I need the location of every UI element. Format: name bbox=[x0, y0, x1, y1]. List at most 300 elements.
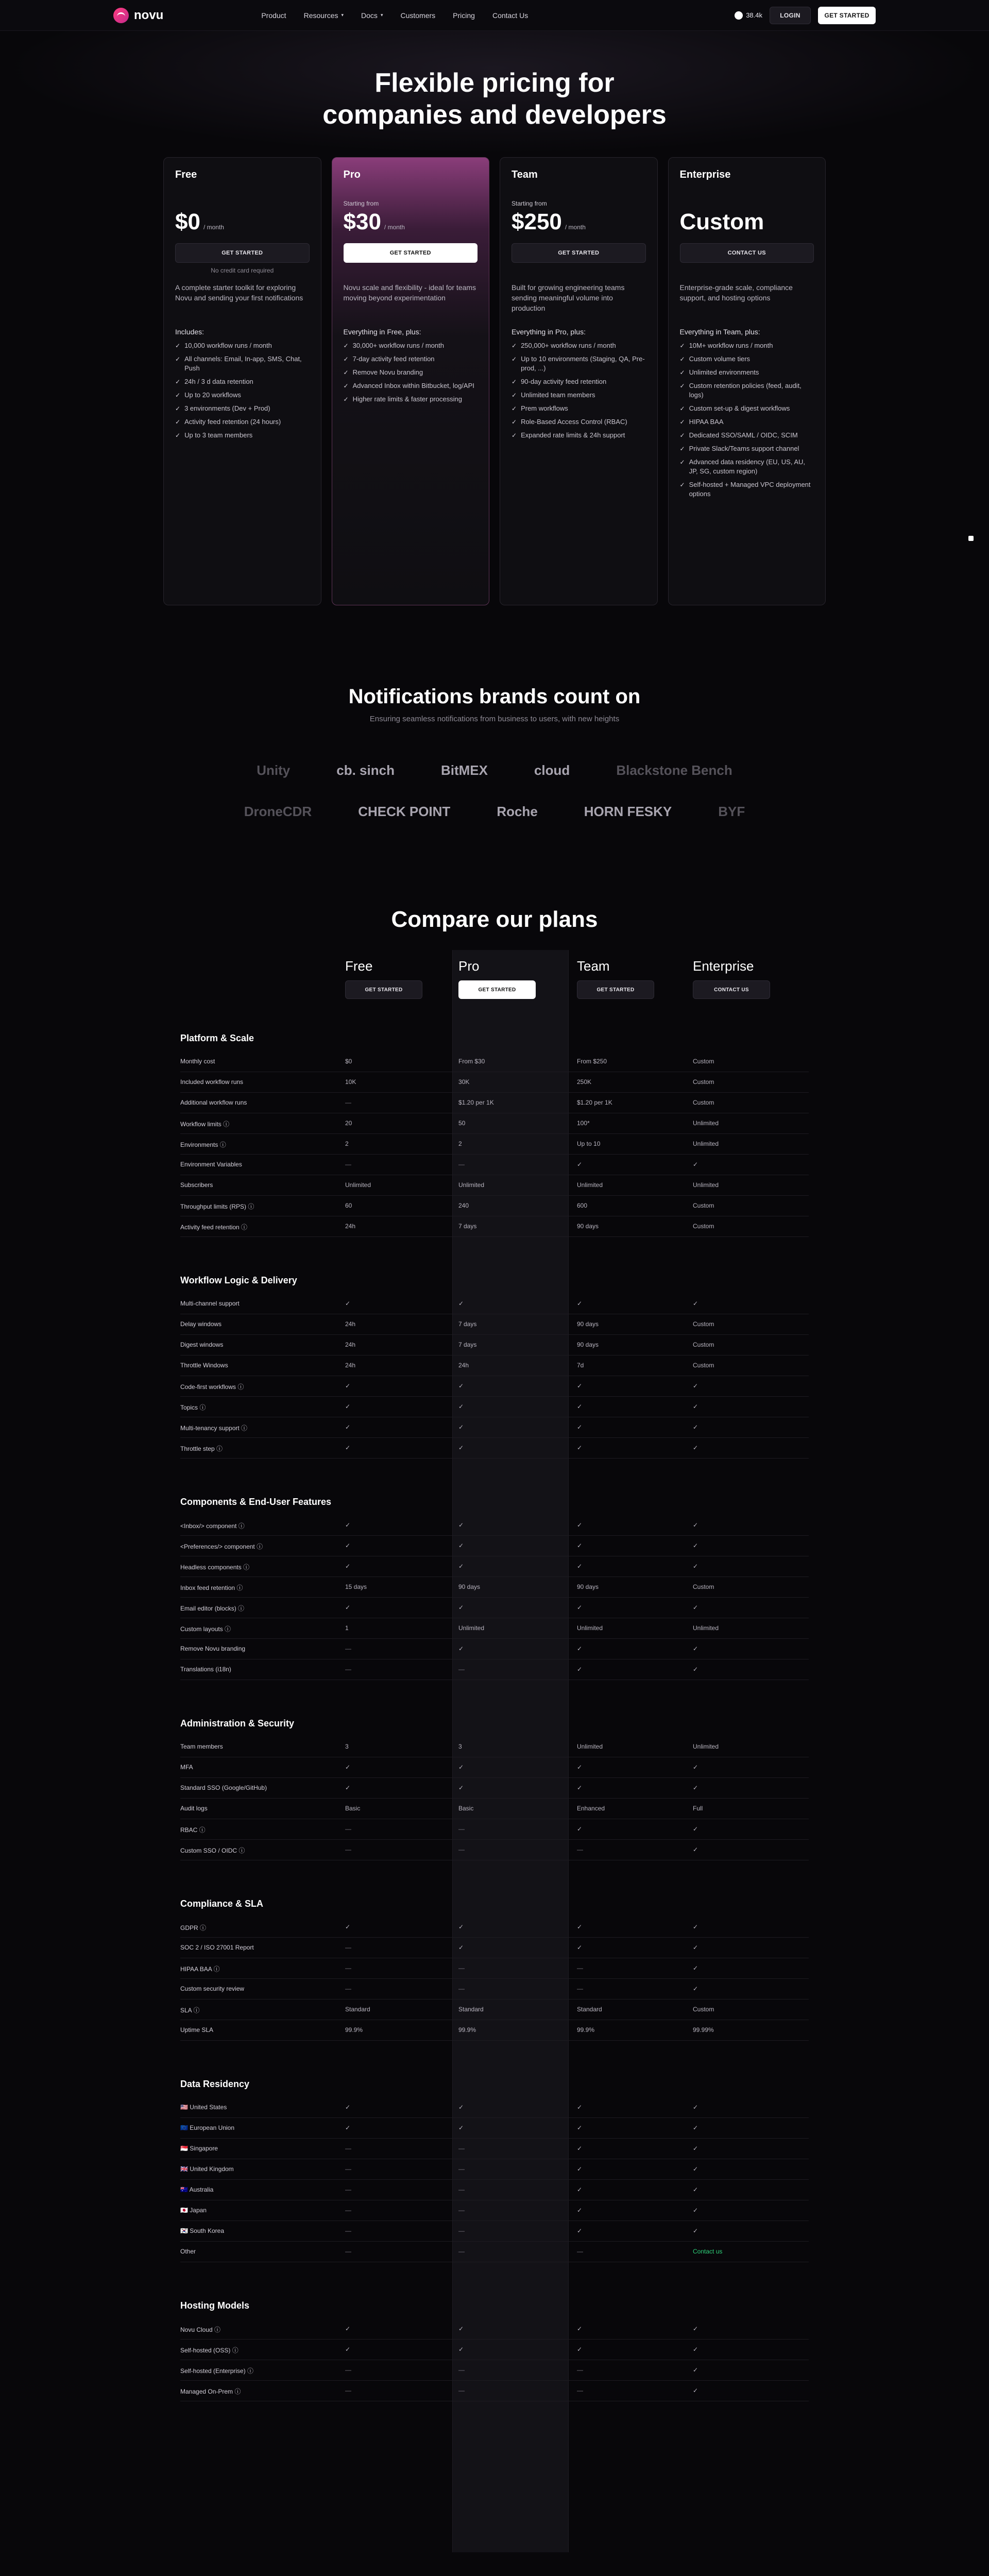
compare-row-label: Throttle Windows bbox=[180, 1362, 228, 1369]
compare-cell: ✓ bbox=[345, 1382, 351, 1389]
compare-row bbox=[180, 2139, 809, 2159]
plan-feature bbox=[680, 417, 814, 427]
compare-cell: ✓ bbox=[458, 1645, 464, 1652]
github-stars-link[interactable] bbox=[735, 11, 762, 20]
compare-row-label: 🇬🇧 United Kingdom bbox=[180, 2165, 234, 2173]
compare-row bbox=[180, 1639, 809, 1659]
check-icon: ✓ bbox=[511, 378, 517, 385]
compare-row bbox=[180, 1515, 809, 1536]
compare-cell: ✓ bbox=[577, 2145, 583, 2152]
compare-cell: ✓ bbox=[345, 2346, 351, 2353]
compare-row-label: MFA bbox=[180, 1764, 193, 1771]
compare-cell: — bbox=[458, 1161, 465, 1168]
brand-logos-row bbox=[0, 804, 989, 820]
compare-row bbox=[180, 1757, 809, 1778]
compare-cell: ✓ bbox=[693, 1784, 698, 1791]
compare-cell: ✓ bbox=[693, 1423, 698, 1431]
compare-plan-cta[interactable]: GET STARTED bbox=[577, 980, 654, 999]
compare-cell: ✓ bbox=[693, 1444, 698, 1451]
compare-cell: Enhanced bbox=[577, 1805, 605, 1812]
check-icon: ✓ bbox=[679, 418, 685, 426]
compare-cell: — bbox=[345, 1944, 351, 1951]
compare-cell: 7 days bbox=[458, 1320, 477, 1328]
compare-cell: Unlimited bbox=[693, 1743, 719, 1750]
compare-section-title: Data Residency bbox=[180, 2079, 250, 2089]
compare-row-label: Monthly cost bbox=[180, 1058, 215, 1065]
compare-row bbox=[180, 2319, 809, 2340]
plan-card-enterprise bbox=[668, 157, 826, 605]
brand-logo: Unity bbox=[257, 762, 291, 778]
compare-cell: ✓ bbox=[577, 1521, 583, 1529]
plan-card-pro bbox=[332, 157, 490, 605]
compare-cell: Unlimited bbox=[693, 1120, 719, 1127]
compare-plan-team bbox=[577, 958, 690, 999]
compare-cell: — bbox=[345, 1964, 351, 1972]
compare-plan-cta[interactable]: CONTACT US bbox=[693, 980, 770, 999]
compare-cell: ✓ bbox=[577, 2227, 583, 2234]
compare-row bbox=[180, 1737, 809, 1757]
compare-row bbox=[180, 1113, 809, 1134]
compare-cell: — bbox=[458, 1964, 465, 1972]
compare-cell: 250K bbox=[577, 1078, 592, 1086]
compare-row-label: Standard SSO (Google/GitHub) bbox=[180, 1784, 267, 1791]
compare-row-label: Delay windows bbox=[180, 1320, 222, 1328]
compare-cell: ✓ bbox=[577, 1825, 583, 1833]
compare-row bbox=[180, 2118, 809, 2139]
nav-link-contact[interactable]: Contact Us bbox=[492, 11, 528, 20]
compare-cell: 3 bbox=[345, 1743, 349, 1750]
compare-cell: 600 bbox=[577, 1202, 588, 1209]
pricing-cards bbox=[163, 157, 826, 605]
compare-cell: Unlimited bbox=[693, 1181, 719, 1189]
plan-cta-button[interactable]: GET STARTED bbox=[511, 243, 646, 263]
compare-cell: — bbox=[577, 2248, 583, 2255]
compare-cell: 24h bbox=[345, 1362, 356, 1369]
compare-cell: ✓ bbox=[693, 2186, 698, 2193]
plan-name: Pro bbox=[343, 169, 361, 180]
compare-row bbox=[180, 1917, 809, 1938]
compare-section-title: Administration & Security bbox=[180, 1718, 295, 1728]
plan-price-value: $250 bbox=[511, 209, 562, 234]
compare-row-label: Self-hosted (OSS) ⓘ bbox=[180, 2347, 238, 2354]
compare-cell: ✓ bbox=[577, 1423, 583, 1431]
compare-row bbox=[180, 2221, 809, 2242]
compare-cell: — bbox=[458, 1985, 465, 1992]
plan-includes-heading: Includes: bbox=[175, 328, 204, 336]
compare-cell: ✓ bbox=[693, 2124, 698, 2131]
compare-cell: ✓ bbox=[577, 1604, 583, 1611]
plan-cta-button[interactable]: GET STARTED bbox=[344, 243, 478, 263]
compare-row bbox=[180, 1376, 809, 1397]
compare-cell: Custom bbox=[693, 2006, 714, 2013]
plan-feature bbox=[680, 444, 814, 453]
check-icon: ✓ bbox=[679, 445, 685, 452]
compare-row bbox=[180, 1314, 809, 1335]
compare-row-label: Throttle step ⓘ bbox=[180, 1445, 223, 1452]
check-icon: ✓ bbox=[679, 481, 685, 488]
brands-title: Notifications brands count on bbox=[348, 685, 641, 708]
compare-cell: 7d bbox=[577, 1362, 584, 1369]
compare-cell: ✓ bbox=[458, 1563, 464, 1570]
compare-cell: 15 days bbox=[345, 1583, 367, 1590]
github-icon bbox=[735, 11, 743, 20]
plan-feature-text: Dedicated SSO/SAML / OIDC, SCIM bbox=[689, 431, 798, 439]
compare-cell: ✓ bbox=[577, 1645, 583, 1652]
plan-price-period: / month bbox=[384, 224, 405, 231]
plan-feature-text: Custom volume tiers bbox=[689, 355, 751, 363]
compare-cell: ✓ bbox=[693, 1825, 698, 1833]
check-icon: ✓ bbox=[343, 342, 349, 349]
compare-cell: ✓ bbox=[693, 1923, 698, 1930]
nav-link-pricing[interactable]: Pricing bbox=[453, 11, 475, 20]
plan-feature bbox=[344, 381, 478, 391]
compare-row bbox=[180, 1438, 809, 1459]
compare-row-label: SOC 2 / ISO 27001 Report bbox=[180, 1944, 254, 1951]
plan-feature-text: Up to 20 workflows bbox=[184, 391, 241, 399]
brand-logo: cloud bbox=[534, 762, 570, 778]
compare-cell: — bbox=[458, 2145, 465, 2152]
plan-feature bbox=[511, 417, 646, 427]
brands-subtitle: Ensuring seamless notifications from business to users, with new heights bbox=[369, 715, 620, 723]
compare-row bbox=[180, 1819, 809, 1840]
compare-row-label: HIPAA BAA ⓘ bbox=[180, 1965, 220, 1973]
compare-cell: Unlimited bbox=[458, 1624, 485, 1632]
compare-cell: ✓ bbox=[458, 1784, 464, 1791]
compare-row bbox=[180, 1134, 809, 1155]
compare-cell: — bbox=[345, 1099, 351, 1106]
plan-feature-text: Expanded rate limits & 24h support bbox=[521, 431, 625, 439]
compare-cell: ✓ bbox=[693, 2387, 698, 2394]
side-indicator[interactable] bbox=[968, 536, 974, 541]
compare-cell: $0 bbox=[345, 1058, 352, 1065]
compare-row bbox=[180, 1175, 809, 1196]
compare-row-label: Included workflow runs bbox=[180, 1078, 244, 1086]
plan-feature-text: 3 environments (Dev + Prod) bbox=[184, 404, 270, 412]
compare-cell: Unlimited bbox=[577, 1181, 603, 1189]
plan-feature-text: 250,000+ workflow runs / month bbox=[521, 342, 616, 349]
check-icon: ✓ bbox=[343, 355, 349, 363]
compare-plan-name: Enterprise bbox=[693, 958, 754, 974]
plan-description: A complete starter toolkit for exploring Novu and sending your first notifications bbox=[175, 283, 303, 302]
compare-cell: ✓ bbox=[577, 1382, 583, 1389]
compare-cell: ✓ bbox=[693, 1382, 698, 1389]
plan-feature bbox=[511, 431, 646, 440]
compare-cell: ✓ bbox=[693, 1542, 698, 1549]
plan-includes-heading: Everything in Free, plus: bbox=[343, 328, 421, 336]
compare-cell: — bbox=[345, 2145, 351, 2152]
compare-row-label: Custom SSO / OIDC ⓘ bbox=[180, 1847, 245, 1854]
compare-row bbox=[180, 1417, 809, 1438]
compare-cell: 90 days bbox=[577, 1320, 599, 1328]
compare-row-label: Custom security review bbox=[180, 1985, 245, 1992]
plan-feature-text: Higher rate limits & faster processing bbox=[352, 395, 462, 403]
plan-feature-list bbox=[511, 341, 646, 440]
compare-cell: ✓ bbox=[345, 2104, 351, 2111]
nav-link-product[interactable]: Product bbox=[261, 11, 286, 20]
plan-feature bbox=[680, 341, 814, 350]
plan-feature-text: 90-day activity feed retention bbox=[521, 378, 607, 385]
check-icon: ✓ bbox=[175, 392, 181, 399]
compare-cell: 60 bbox=[345, 1202, 352, 1209]
login-button[interactable]: LOGIN bbox=[770, 7, 811, 24]
plan-price bbox=[175, 209, 310, 235]
compare-row-label: Additional workflow runs bbox=[180, 1099, 247, 1106]
compare-row bbox=[180, 1659, 809, 1680]
plan-feature-text: Custom retention policies (feed, audit, logs) bbox=[689, 382, 802, 399]
compare-row-label: Self-hosted (Enterprise) ⓘ bbox=[180, 2367, 254, 2375]
compare-cell: — bbox=[345, 2165, 351, 2173]
compare-cell: — bbox=[458, 1846, 465, 1853]
compare-cell: ✓ bbox=[458, 1444, 464, 1451]
compare-cell: — bbox=[577, 1964, 583, 1972]
plan-feature bbox=[511, 354, 646, 373]
compare-cell: ✓ bbox=[345, 1784, 351, 1791]
compare-row bbox=[180, 2159, 809, 2180]
check-icon: ✓ bbox=[511, 392, 517, 399]
compare-row-label: 🇰🇷 South Korea bbox=[180, 2227, 224, 2234]
nav-link-resources[interactable]: Resources ▾ bbox=[303, 11, 344, 20]
compare-cell: ✓ bbox=[577, 2124, 583, 2131]
plan-price-period: / month bbox=[203, 224, 224, 231]
plan-price-value: $30 bbox=[343, 209, 381, 234]
compare-row bbox=[180, 1294, 809, 1314]
plan-card-free bbox=[163, 157, 321, 605]
check-icon: ✓ bbox=[175, 432, 181, 439]
chevron-down-icon: ▾ bbox=[380, 12, 383, 18]
plan-feature-text: Up to 10 environments (Staging, QA, Pre-prod, ...) bbox=[521, 355, 645, 372]
brand-logo: Blackstone Bench bbox=[616, 762, 732, 778]
nav-link-docs[interactable]: Docs ▾ bbox=[361, 11, 383, 20]
compare-cell: ✓ bbox=[458, 2346, 464, 2353]
compare-cell: Unlimited bbox=[693, 1624, 719, 1632]
compare-cell: — bbox=[345, 2248, 351, 2255]
compare-row-label: Workflow limits ⓘ bbox=[180, 1121, 230, 1128]
compare-cell: — bbox=[458, 2248, 465, 2255]
compare-row bbox=[180, 2020, 809, 2041]
compare-cell: — bbox=[458, 2366, 465, 2374]
compare-cell: ✓ bbox=[577, 1923, 583, 1930]
compare-cell: Basic bbox=[345, 1805, 361, 1812]
compare-cell: — bbox=[458, 2165, 465, 2173]
compare-cell: ✓ bbox=[577, 2165, 583, 2173]
compare-section-title: Components & End-User Features bbox=[180, 1497, 332, 1507]
compare-row-label: Code-first workflows ⓘ bbox=[180, 1383, 244, 1391]
compare-plan-pro bbox=[458, 958, 572, 999]
plan-price-period: / month bbox=[565, 224, 586, 231]
compare-plan-cta[interactable]: GET STARTED bbox=[458, 980, 536, 999]
compare-cell: — bbox=[577, 1846, 583, 1853]
hero-title: Flexible pricing for companies and developers bbox=[322, 68, 667, 130]
compare-cell: ✓ bbox=[693, 1604, 698, 1611]
compare-plan-free bbox=[345, 958, 458, 999]
compare-section-title: Hosting Models bbox=[180, 2300, 249, 2311]
compare-row-label: Digest windows bbox=[180, 1341, 224, 1348]
compare-cell: ✓ bbox=[458, 2104, 464, 2111]
compare-cell: ✓ bbox=[693, 1764, 698, 1771]
compare-row-label: Managed On-Prem ⓘ bbox=[180, 2388, 241, 2395]
compare-cell: ✓ bbox=[577, 2346, 583, 2353]
check-icon: ✓ bbox=[175, 378, 181, 385]
plan-feature-text: Remove Novu branding bbox=[352, 368, 423, 376]
compare-cell: Custom bbox=[693, 1341, 714, 1348]
compare-row bbox=[180, 2340, 809, 2360]
compare-cell: 24h bbox=[345, 1223, 356, 1230]
brand-logo[interactable] bbox=[113, 8, 163, 23]
nav-links bbox=[261, 11, 528, 20]
compare-cell: — bbox=[345, 1846, 351, 1853]
compare-cell: $1.20 per 1K bbox=[577, 1099, 612, 1106]
compare-cell: — bbox=[577, 2366, 583, 2374]
compare-cell: — bbox=[345, 2387, 351, 2394]
plan-feature bbox=[175, 377, 310, 386]
compare-row bbox=[180, 2242, 809, 2262]
plan-starting-from: Starting from bbox=[343, 200, 379, 207]
compare-cell: ✓ bbox=[458, 1542, 464, 1549]
check-icon: ✓ bbox=[511, 418, 517, 426]
compare-row-label: SLA ⓘ bbox=[180, 2007, 200, 2014]
compare-cell: 24h bbox=[345, 1320, 356, 1328]
compare-row bbox=[180, 1052, 809, 1072]
plan-price bbox=[511, 209, 646, 235]
compare-row bbox=[180, 1397, 809, 1417]
compare-cell: ✓ bbox=[693, 1521, 698, 1529]
compare-cell: 24h bbox=[345, 1341, 356, 1348]
compare-cell: ✓ bbox=[345, 1604, 351, 1611]
plan-feature-text: HIPAA BAA bbox=[689, 418, 724, 426]
compare-cell: ✓ bbox=[345, 1764, 351, 1771]
compare-row-label: Remove Novu branding bbox=[180, 1645, 246, 1652]
plan-feature-list bbox=[175, 341, 310, 440]
compare-row-label: Other bbox=[180, 2248, 196, 2255]
compare-cell: ✓ bbox=[693, 2325, 698, 2332]
compare-plan-name: Pro bbox=[458, 958, 480, 974]
compare-cell: From $30 bbox=[458, 1058, 485, 1065]
plan-feature bbox=[175, 417, 310, 427]
compare-cell: — bbox=[345, 2227, 351, 2234]
compare-cell: ✓ bbox=[693, 1645, 698, 1652]
compare-row-label: Throughput limits (RPS) ⓘ bbox=[180, 1203, 254, 1210]
compare-cell: 99.9% bbox=[458, 2026, 476, 2033]
compare-cell: ✓ bbox=[345, 1923, 351, 1930]
compare-row-label: GDPR ⓘ bbox=[180, 1924, 207, 1931]
plan-price bbox=[344, 209, 478, 235]
compare-cell: ✓ bbox=[693, 2366, 698, 2374]
compare-row-label: Subscribers bbox=[180, 1181, 213, 1189]
compare-plan-cta[interactable]: GET STARTED bbox=[345, 980, 422, 999]
novu-logo-icon bbox=[113, 8, 129, 23]
brand-logo: cb. sinch bbox=[336, 762, 395, 778]
plan-feature bbox=[511, 377, 646, 386]
nav-link-customers[interactable]: Customers bbox=[400, 11, 436, 20]
compare-cell: ✓ bbox=[693, 2104, 698, 2111]
compare-cell: ✓ bbox=[577, 1542, 583, 1549]
compare-cell: ✓ bbox=[458, 1923, 464, 1930]
compare-row-label: Novu Cloud ⓘ bbox=[180, 2326, 221, 2333]
compare-cell: — bbox=[458, 2387, 465, 2394]
compare-cell: Standard bbox=[458, 2006, 484, 2013]
compare-row bbox=[180, 1155, 809, 1175]
compare-cell: ✓ bbox=[458, 1764, 464, 1771]
compare-row bbox=[180, 1778, 809, 1799]
compare-cell: — bbox=[345, 1985, 351, 1992]
plan-feature bbox=[175, 431, 310, 440]
compare-cell: 90 days bbox=[458, 1583, 481, 1590]
github-stars-count: 38.4k bbox=[746, 11, 762, 19]
compare-cell: ✓ bbox=[693, 1563, 698, 1570]
compare-row bbox=[180, 2200, 809, 2221]
compare-row bbox=[180, 1335, 809, 1355]
compare-cell: Contact us bbox=[693, 2248, 723, 2255]
brand-logo: CHECK POINT bbox=[358, 804, 451, 819]
compare-row-label: 🇪🇺 European Union bbox=[180, 2124, 235, 2131]
brand-logo: Roche bbox=[497, 804, 538, 819]
compare-cell: ✓ bbox=[577, 1666, 583, 1673]
compare-cell: 99.99% bbox=[693, 2026, 714, 2033]
compare-row-label: 🇯🇵 Japan bbox=[180, 2207, 207, 2214]
nav-get-started-button[interactable]: GET STARTED bbox=[818, 7, 876, 24]
compare-cell: 90 days bbox=[577, 1341, 599, 1348]
compare-row bbox=[180, 2180, 809, 2200]
plan-name: Team bbox=[511, 169, 538, 180]
compare-cell: ✓ bbox=[577, 1300, 583, 1307]
compare-cell: — bbox=[345, 1161, 351, 1168]
compare-cell: 7 days bbox=[458, 1223, 477, 1230]
plan-cta-button[interactable]: GET STARTED bbox=[175, 243, 310, 263]
compare-row bbox=[180, 1093, 809, 1113]
plan-feature-text: All channels: Email, In-app, SMS, Chat, Push bbox=[184, 355, 302, 372]
compare-cell: — bbox=[345, 1825, 351, 1833]
compare-row bbox=[180, 1577, 809, 1598]
compare-section-title: Compliance & SLA bbox=[180, 1899, 264, 1909]
compare-row bbox=[180, 1536, 809, 1556]
plan-feature bbox=[344, 341, 478, 350]
compare-cell: ✓ bbox=[693, 2227, 698, 2234]
plan-price-value: $0 bbox=[175, 209, 200, 234]
compare-row bbox=[180, 1979, 809, 1999]
compare-cell: ✓ bbox=[458, 1423, 464, 1431]
compare-cell: ✓ bbox=[345, 1423, 351, 1431]
plan-feature-text: Unlimited team members bbox=[521, 391, 595, 399]
plan-feature bbox=[680, 457, 814, 476]
compare-cell: ✓ bbox=[345, 1300, 351, 1307]
compare-section-title: Workflow Logic & Delivery bbox=[180, 1275, 297, 1285]
compare-section-title: Platform & Scale bbox=[180, 1033, 254, 1043]
plan-feature bbox=[680, 354, 814, 364]
plan-includes-heading: Everything in Team, plus: bbox=[679, 328, 760, 336]
compare-cell: ✓ bbox=[345, 1563, 351, 1570]
plan-feature-text: Advanced Inbox within Bitbucket, log/API bbox=[352, 382, 474, 389]
compare-cell: Standard bbox=[345, 2006, 370, 2013]
compare-row-label: Environment Variables bbox=[180, 1161, 242, 1168]
compare-cell: 240 bbox=[458, 1202, 469, 1209]
plan-card-team bbox=[500, 157, 658, 605]
plan-feature-text: Advanced data residency (EU, US, AU, JP, SG, custom region) bbox=[689, 458, 806, 475]
plan-price-value: Custom bbox=[679, 209, 764, 234]
compare-cell: ✓ bbox=[693, 2207, 698, 2214]
compare-cell: ✓ bbox=[693, 1944, 698, 1951]
compare-cell: 30K bbox=[458, 1078, 470, 1086]
plan-feature-text: Unlimited environments bbox=[689, 368, 759, 376]
compare-row bbox=[180, 1355, 809, 1376]
compare-cell: — bbox=[458, 1666, 465, 1673]
compare-cell: ✓ bbox=[577, 1563, 583, 1570]
compare-cell: 7 days bbox=[458, 1341, 477, 1348]
compare-cell: Unlimited bbox=[345, 1181, 371, 1189]
compare-cell: — bbox=[345, 1645, 351, 1652]
plan-feature-text: 24h / 3 d data retention bbox=[184, 378, 253, 385]
plan-starting-from bbox=[680, 200, 814, 208]
plan-cta-button[interactable]: CONTACT US bbox=[680, 243, 814, 263]
